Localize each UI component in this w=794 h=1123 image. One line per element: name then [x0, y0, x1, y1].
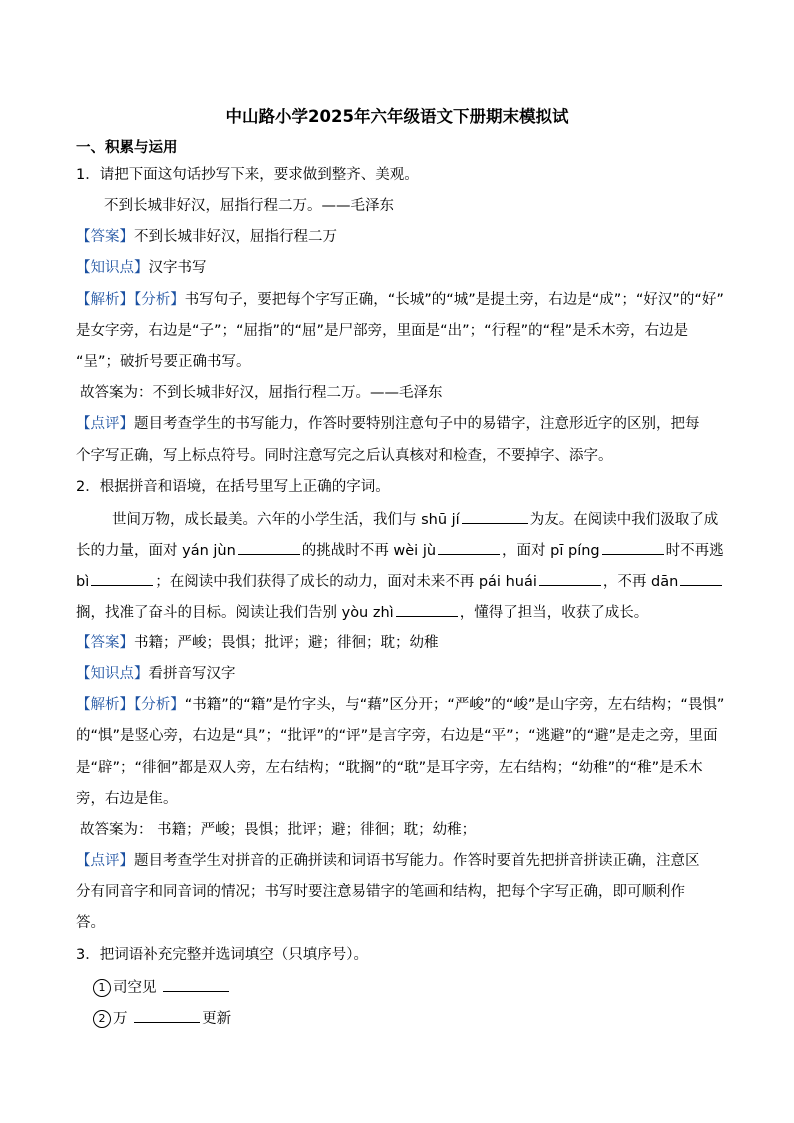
fill-blank[interactable]	[462, 508, 528, 524]
q2-passage-line-3	[76, 570, 726, 592]
q2-passage-line-1	[112, 508, 726, 530]
q2-review-line-3: 答。	[76, 915, 105, 931]
review-text: 题目考查学生的书写能力，作答时要特别注意句子中的易错字，注意形近字的区别，把每	[134, 416, 700, 432]
q2-knowledge-point	[76, 664, 726, 684]
q2-passage-line-4	[76, 601, 726, 623]
q2-stem: 2．根据拼音和语境，在括号里写上正确的字词。	[76, 479, 390, 495]
q2-answer-line: 故答案为： 书籍；严峻；畏惧；批评；避；徘徊；耽；幼稚；	[80, 822, 477, 838]
q1-review-line-1	[76, 414, 726, 434]
knowledge-tag: 【知识点】	[76, 260, 149, 276]
passage-text: 为友。在阅读中我们汲取了成	[529, 512, 719, 528]
q1-quote: 不到长城非好汉，屈指行程二万。——毛泽东	[104, 198, 394, 214]
q2-review-line-1	[76, 851, 726, 871]
analysis-text: “书籍”的“籍”是竹字头，与“藉”区分开；“严峻”的“峻”是山字旁，左右结构；“畏惧”	[184, 697, 725, 713]
fill-blank[interactable]	[680, 570, 722, 586]
fill-blank[interactable]	[396, 601, 458, 617]
item-text: 司空见	[113, 980, 157, 996]
knowledge-text: 看拼音写汉字	[148, 666, 236, 682]
fill-blank[interactable]	[539, 570, 601, 586]
q1-answer-line: 故答案为：不到长城非好汉，屈指行程二万。——毛泽东	[80, 385, 443, 401]
q1-review-line-2: 个字写正确，写上标点符号。同时注意写完之后认真核对和检查，不要掉字、添字。	[76, 448, 613, 464]
fill-blank[interactable]	[91, 570, 153, 586]
fill-blank[interactable]	[438, 539, 500, 555]
passage-text: bì	[76, 574, 90, 590]
item-text: 更新	[202, 1011, 232, 1027]
answer-tag: 【答案】	[76, 635, 134, 651]
fill-blank[interactable]	[602, 539, 664, 555]
q2-analysis-line-3: 是“辟”；“徘徊”都是双人旁，左右结构；“耽搁”的“耽”是耳字旁，左右结构；“幼稚”的“稚”是禾木	[76, 760, 703, 776]
q2-passage-line-2	[76, 539, 726, 561]
review-tag: 【点评】	[76, 853, 134, 869]
review-tag: 【点评】	[76, 416, 134, 432]
q3-item-2	[93, 1007, 743, 1029]
q2-analysis-line-4: 旁，右边是隹。	[76, 791, 178, 807]
q1-knowledge-point	[76, 258, 726, 278]
item-text: 万	[113, 1011, 128, 1027]
passage-text: ，不再 dān	[602, 574, 679, 590]
answer-text: 不到长城非好汉，屈指行程二万	[134, 229, 337, 245]
number-circle-icon: 2	[93, 1010, 111, 1028]
fill-blank[interactable]	[134, 1007, 200, 1023]
analysis-tag: 【解析】【分析】	[76, 697, 185, 713]
fill-blank[interactable]	[238, 539, 300, 555]
q1-analysis-line-2: 是女字旁，右边是“子”；“屈指”的“屈”是尸部旁，里面是“出”；“行程”的“程”是禾木旁，右边是	[76, 323, 689, 339]
number-circle-icon: 1	[93, 979, 111, 997]
q2-analysis-line-1	[76, 695, 726, 715]
passage-text: 世间万物，成长最美。六年的小学生活，我们与 shū jí	[112, 512, 460, 528]
q2-analysis-line-2: 的“惧”是竖心旁，右边是“具”；“批评”的“评”是言字旁，右边是“平”；“逃避”的“避”是走之旁，里面	[76, 728, 718, 744]
q3-item-1	[93, 976, 743, 998]
analysis-text: 书写句子，要把每个字写正确，“长城”的“城”是提土旁，右边是“成”；“好汉”的“好”	[184, 292, 724, 308]
review-text: 题目考查学生对拼音的正确拼读和词语书写能力。作答时要首先把拼音拼读正确，注意区	[134, 853, 700, 869]
passage-text: 搁，找准了奋斗的目标。阅读让我们告别 yòu zhì	[76, 605, 394, 621]
q2-answer	[76, 633, 726, 653]
answer-tag: 【答案】	[76, 229, 134, 245]
q3-stem: 3．把词语补充完整并选词填空（只填序号）。	[76, 947, 368, 963]
answer-text: 书籍；严峻；畏惧；批评；避；徘徊；耽；幼稚	[134, 635, 439, 651]
q1-analysis-line-3: “呈”；破折号要正确书写。	[76, 354, 251, 370]
section-heading: 一、积累与运用	[76, 140, 178, 156]
knowledge-tag: 【知识点】	[76, 666, 149, 682]
analysis-tag: 【解析】【分析】	[76, 292, 185, 308]
q1-analysis-line-1	[76, 290, 726, 310]
q1-answer	[76, 227, 726, 247]
passage-text: ，懂得了担当，收获了成长。	[459, 605, 649, 621]
passage-text: 长的力量，面对 yán jùn	[76, 543, 236, 559]
passage-text: 的挑战时不再 wèi jù	[301, 543, 437, 559]
q1-stem: 1．请把下面这句话抄写下来，要求做到整齐、美观。	[76, 167, 419, 183]
knowledge-text: 汉字书写	[148, 260, 207, 276]
fill-blank[interactable]	[163, 976, 229, 992]
q2-review-line-2: 分有同音字和同音词的情况；书写时要注意易错字的笔画和结构，把每个字写正确，即可顺利作	[76, 884, 685, 900]
passage-text: ；在阅读中我们获得了成长的动力，面对未来不再 pái huái	[155, 574, 537, 590]
passage-text: ，面对 pī píng	[502, 543, 600, 559]
passage-text: 时不再逃	[665, 543, 724, 559]
page-title: 中山路小学2025年六年级语文下册期末模拟试	[225, 107, 569, 126]
